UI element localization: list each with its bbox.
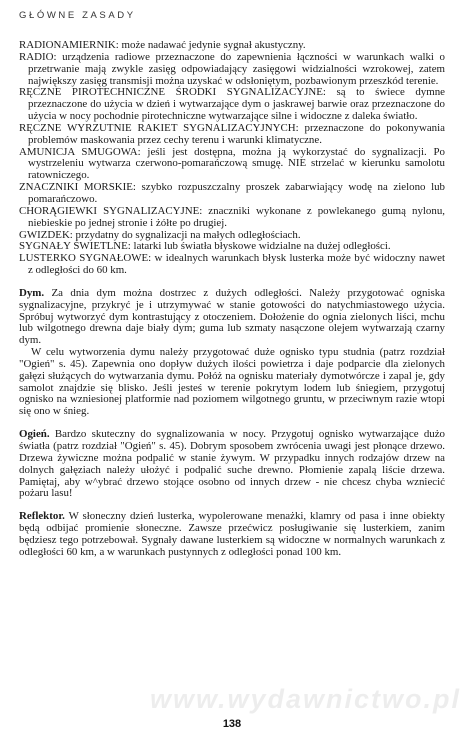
section-term-reflector: Reflektor. — [19, 510, 65, 523]
section-term-smoke: Dym. — [19, 286, 45, 299]
page-number: 138 — [222, 718, 242, 730]
section-term-fire: Ogień. — [19, 428, 50, 441]
section-fire — [19, 429, 445, 500]
section-text-smoke: Za dnia dym można dostrzec z dużych odległości. Należy przygotować ogniska sygnalizacyjne, przykryć je i utrzymywać w stanie gotowości do natychmiastowego użycia. Spróbuj wytworzyć dym kontrastujący z otoczeniem. Dołożenie do ognia zielonych liści, mchu lub wilgotnego drewna daje biały dym; guma lub szmaty nasączone olejem wytwarzają czarny dym. — [19, 286, 445, 347]
watermark: www.wydawnictwo.pl — [150, 684, 462, 714]
list-entry: RADIO: urządzenia radiowe przeznaczone do zapewnienia łączności w warunkach walki o przetrwanie mają zwykle zasięg odpowiadający zasięgowi widzialności wzrokowej, zatem największy zasięg transmisji można uzyskać w odsłoniętym, pozbawionym przeszkód terenie. — [19, 50, 445, 87]
section-text-fire: Bardzo skuteczny do sygnalizowania w nocy. Przygotuj ognisko wytwarzające dużo światła (patrz rozdział "Ogień" s. 45). Dobrym sposobem zwrócenia uwagi jest płonące drzewo. Drzewa żywiczne można podpalić w stanie żywym. W przypadku innych rodzajów drzew na dolnych gałęziach należy ułożyć i podpalić suche drewno. Płomienie zapalą liście drzewa. Pamiętaj, aby w^ybrać drzewo stojące osobno od innych drzew - nie chcesz chyba wzniecić pożaru lasu! — [19, 428, 445, 500]
list-entry: SYGNAŁY ŚWIETLNE: latarki lub światła błyskowe widzialne na dużej odległości. — [19, 240, 391, 253]
list-entry: GWIZDEK: przydatny do sygnalizacji na małych odległościach. — [19, 228, 301, 241]
section-smoke-continued: W celu wytworzenia dymu należy przygotować duże ognisko typu studnia (patrz rozdział "Ogień" s. 45). Zapewnia ono dopływ dużych ilości powietrza i daje podparcie dla zielonych gałęzi służących do wytwarzania dymu. Połóż na ognisku materiały dymotwórcze i zapal je, gdy samolot znajdzie się blisko. Jeśli jesteś w terenie pokrytym lodem lub śniegiem, przygotuj ognisko na wzniesionej platformie nad poziomem wilgotnego gruntu, w przeciwnym razie wtopi się ono w śnieg. — [19, 346, 445, 418]
list-entry: LUSTERKO SYGNAŁOWE: w idealnych warunkach błysk lusterka może być widoczny nawet z odległości do 60 km. — [19, 252, 445, 277]
section-text-reflector: W słoneczny dzień lusterka, wypolerowane menażki, klamry od pasa i inne obiekty będą odbijać promienie słoneczne. Zawsze przećwicz posługiwanie się lusterkiem, zanim będziesz tego potrzebował. Sygnały dawane lusterkiem są widoczne w normalnych warunkach z odległości 60 km, a w warunkach pustynnych z odległości ponad 100 km. — [19, 510, 445, 558]
page-body — [19, 40, 445, 559]
list-entry: RĘCZNE WYRZUTNIE RAKIET SYGNALIZACYJNYCH: przeznaczone do pokonywania problemów maskowania przez cechy terenu i warunki klimatyczne. — [19, 121, 445, 146]
list-entry: CHORĄGIEWKI SYGNALIZACYJNE: znaczniki wykonane z powlekanego gumą nylonu, niebieskie po jednej stronie i żółte po drugiej. — [19, 204, 445, 229]
section-smoke — [19, 288, 445, 347]
list-entry: ZNACZNIKI MORSKIE: szybko rozpuszczalny proszek zabarwiający wodę na zielono lub pomarańczowo. — [19, 181, 445, 205]
running-header: GŁÓWNE ZASADY — [19, 10, 136, 21]
section-reflector — [19, 511, 445, 558]
list-entry: AMUNICJA SMUGOWA: jeśli jest dostępna, można ją wykorzystać do sygnalizacji. Po wystrzeleniu wytwarza czerwono-pomarańczową smugę. NIE strzelać w kierunku samolotu ratowniczego. — [19, 145, 445, 182]
list-entry: RADIONAMIERNIK: może nadawać jedynie sygnał akustyczny. — [19, 39, 306, 51]
list-entry: RĘCZNE PIROTECHNICZNE ŚRODKI SYGNALIZACYJNE: są to świece dymne przeznaczone do użycia w dzień i wytwarzające dym o jaskrawej barwie oraz przeznaczone do użycia w nocy pochodnie pirotechniczne wytwarzające silne i widoczne z daleka światło. — [19, 86, 445, 123]
